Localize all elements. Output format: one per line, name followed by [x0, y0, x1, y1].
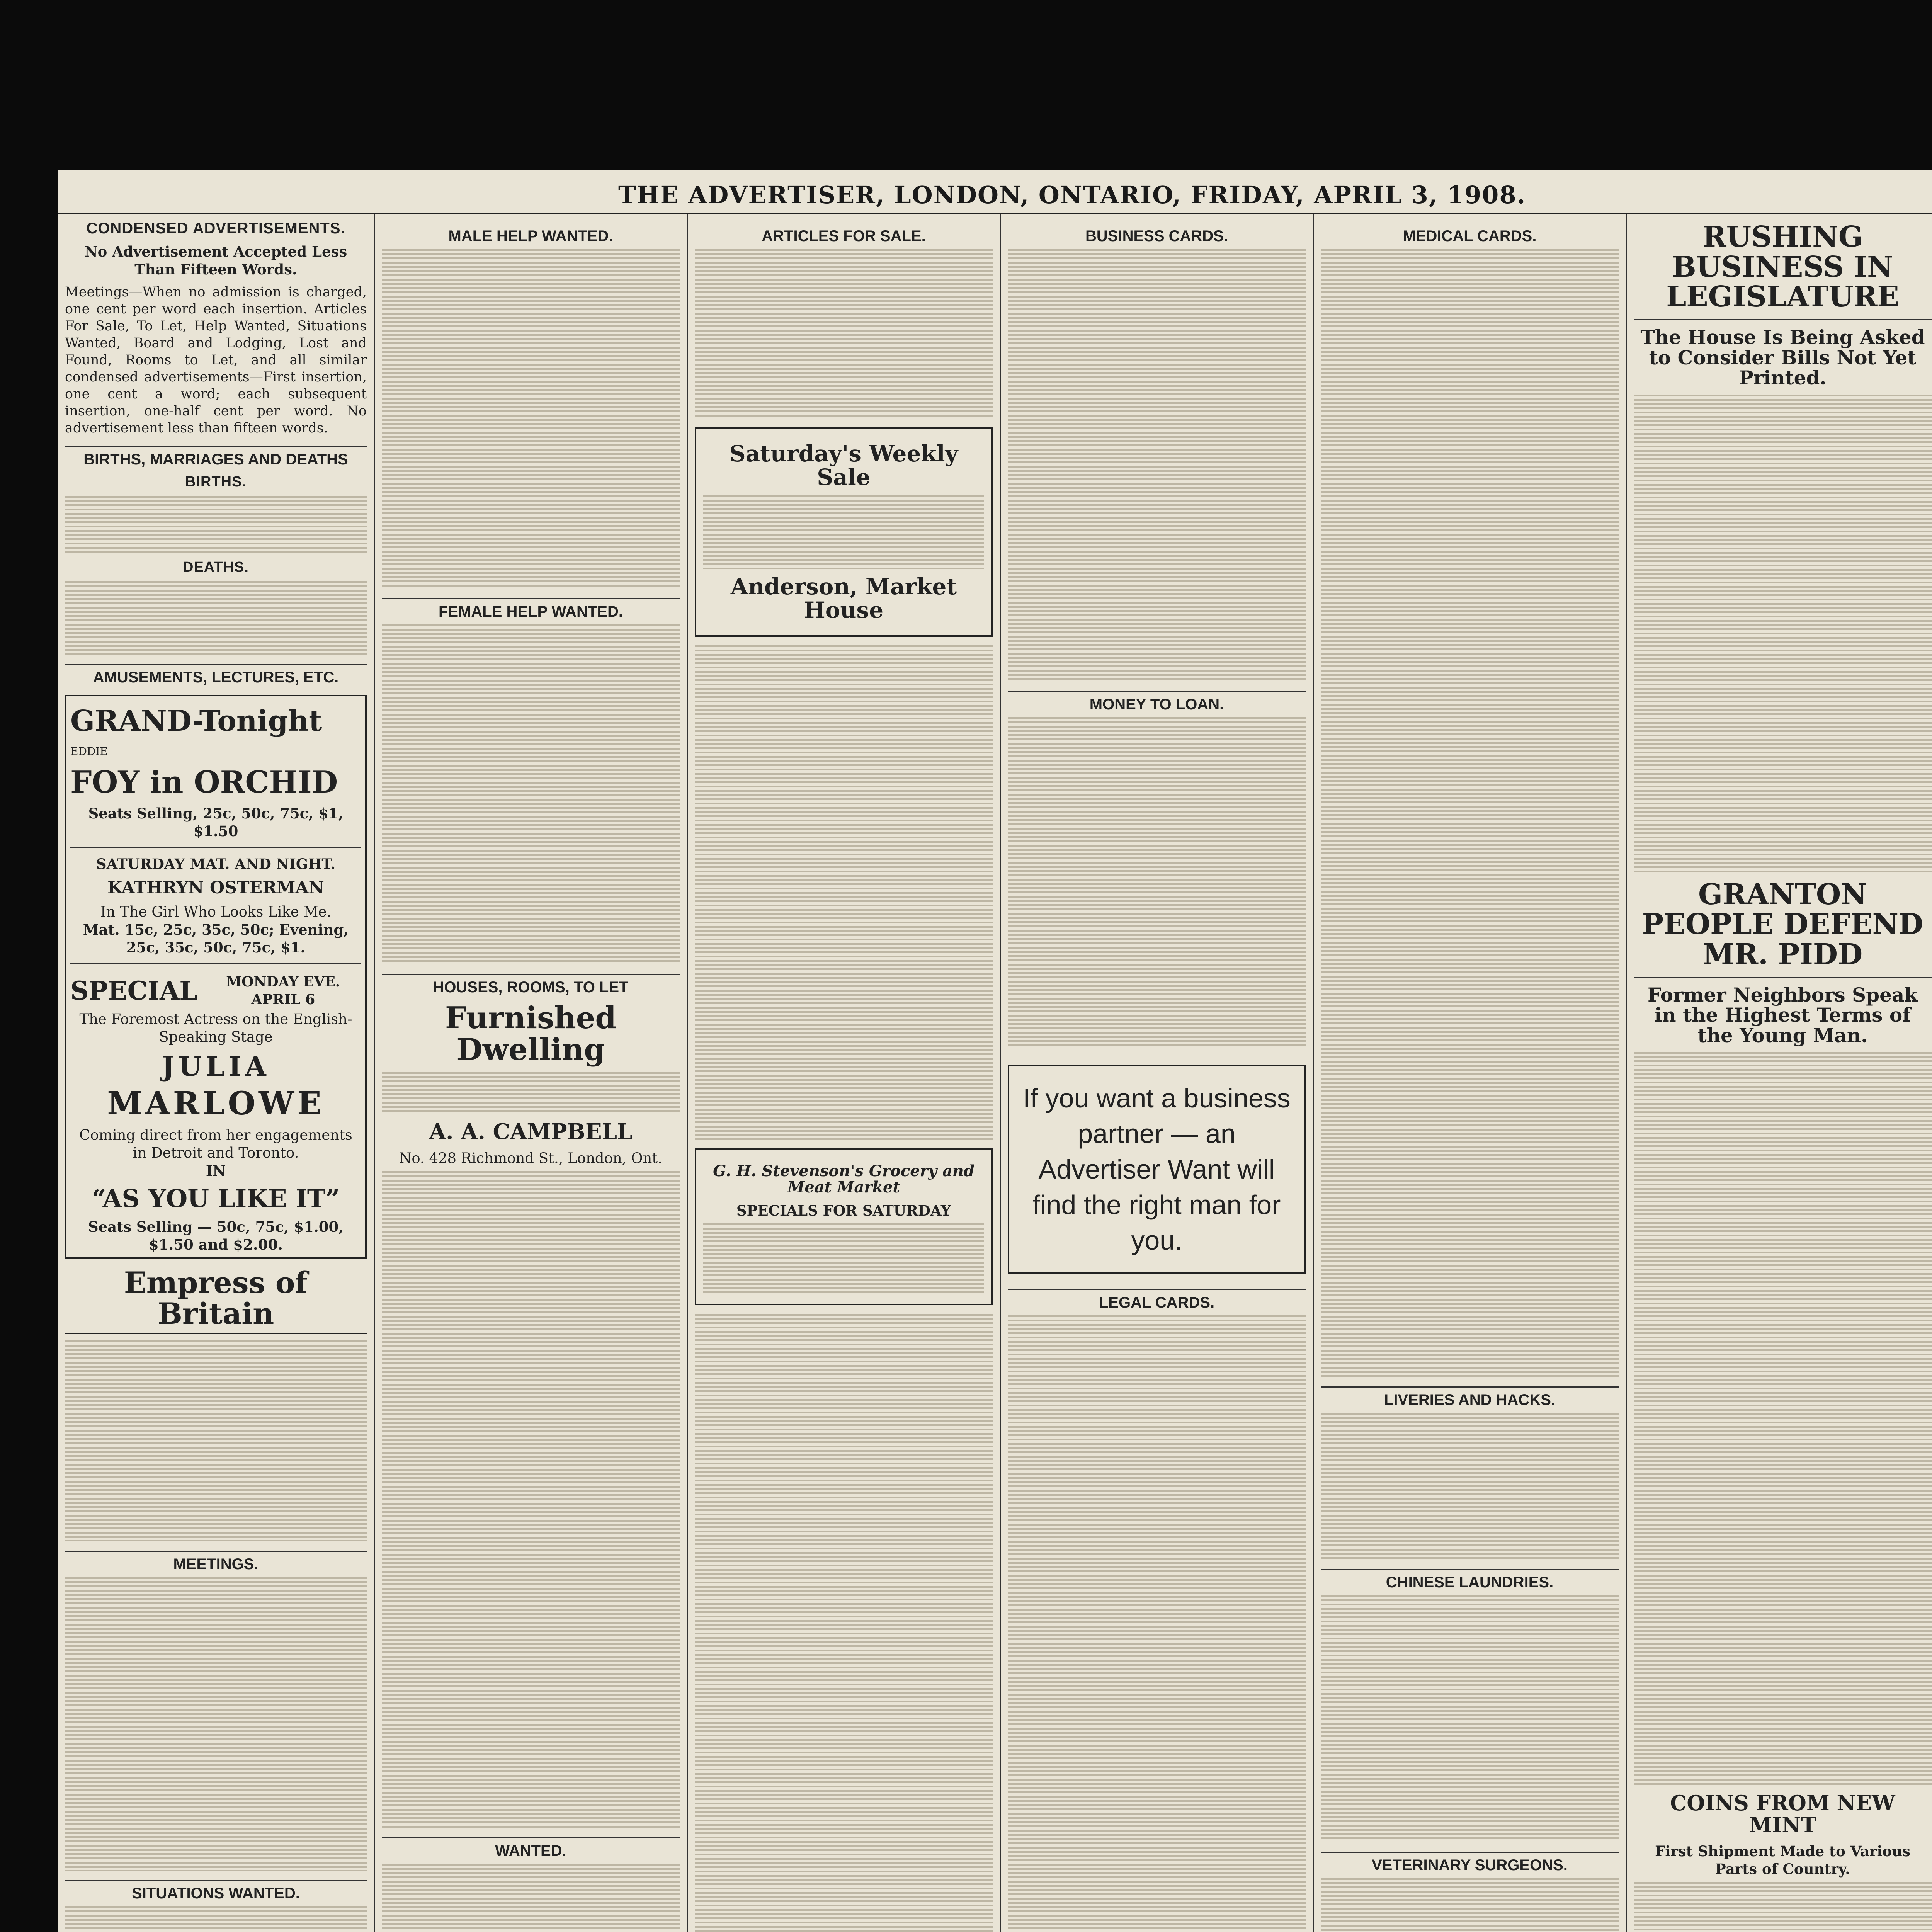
campbell-name: A. A. CAMPBELL	[429, 1119, 633, 1145]
text-block	[1321, 1595, 1619, 1842]
masthead	[58, 170, 1932, 214]
text-block	[65, 581, 367, 655]
deaths-header: DEATHS.	[183, 559, 249, 575]
business-cards-header: BUSINESS CARDS.	[1085, 228, 1228, 245]
grand-ad	[65, 695, 367, 1259]
column-business-cards	[1001, 214, 1314, 1932]
coins-headline: COINS FROM NEW MINT	[1670, 1791, 1895, 1837]
text-block	[1008, 717, 1306, 1049]
text-block	[1008, 249, 1306, 682]
grand-foy: FOY in ORCHID	[70, 764, 338, 800]
as-you-seats: Seats Selling — 50c, 75c, $1.00, $1.50 and $2.00.	[88, 1218, 344, 1253]
saturday-sale-title: Saturday's Weekly Sale	[729, 440, 958, 490]
births-header: BIRTHS.	[185, 474, 247, 490]
text-block	[382, 624, 680, 964]
rates-text: Meetings—When no admission is charged, one cent per word each insertion. Articles For Sale, To Let, Help Wanted, Situations Wanted, Board and Lodging, Lost and Found, Rooms to Let, and all similar condensed advertisements—First insertion, one cent a word; each subsequent insertion, one-half cent per word. No advertisement less than fifteen words.	[65, 284, 367, 436]
in-label: IN	[206, 1162, 226, 1179]
text-block	[1321, 1878, 1619, 1932]
text-block	[65, 1906, 367, 1932]
specials-label: SPECIALS FOR SATURDAY	[736, 1202, 951, 1219]
grand-title: GRAND-Tonight	[70, 704, 322, 738]
special-label: SPECIAL	[70, 975, 197, 1006]
column-condensed-ads	[58, 214, 375, 1932]
rushing-headline: RUSHING BUSINESS IN LEGISLATURE	[1666, 220, 1899, 314]
text-block	[65, 1577, 367, 1871]
text-block	[1634, 1052, 1932, 1786]
monday-date: MONDAY EVE. APRIL 6	[226, 974, 340, 1008]
text-block	[65, 496, 367, 554]
rushing-subhead: The House Is Being Asked to Consider Bills Not Yet Printed.	[1640, 326, 1925, 389]
column-news	[1627, 214, 1932, 1932]
female-help-header: FEMALE HELP WANTED.	[382, 598, 680, 621]
veterinary-header: VETERINARY SURGEONS.	[1321, 1852, 1619, 1874]
masthead-title: THE ADVERTISER, LONDON, ONTARIO, FRIDAY, APRIL 3, 1908.	[618, 181, 1526, 209]
text-block	[1634, 1882, 1932, 1932]
text-block	[65, 1340, 367, 1541]
want-ad-box	[1008, 1065, 1306, 1274]
granton-subhead: Former Neighbors Speak in the Highest Terms of the Young Man.	[1648, 983, 1918, 1047]
text-block	[1321, 249, 1619, 1377]
text-block	[695, 645, 993, 1140]
male-help-header: MALE HELP WANTED.	[448, 228, 613, 245]
grand-eddie: EDDIE	[70, 745, 108, 758]
bmd-header: BIRTHS, MARRIAGES AND DEATHS	[65, 446, 367, 468]
foremost-text: The Foremost Actress on the English-Speaking Stage	[79, 1011, 352, 1046]
marlowe: MARLOWE	[107, 1085, 325, 1122]
anderson-market: Anderson, Market House	[730, 573, 957, 623]
amusements-header: AMUSEMENTS, LECTURES, ETC.	[65, 664, 367, 686]
text-block	[382, 1171, 680, 1828]
wanted-header: WANTED.	[382, 1837, 680, 1860]
text-block	[695, 249, 993, 419]
empress-title: Empress of Britain	[65, 1267, 367, 1335]
text-block	[382, 1864, 680, 1932]
stevenson-title: G. H. Stevenson's Grocery and Meat Market	[713, 1162, 975, 1196]
houses-header: HOUSES, ROOMS, TO LET	[382, 974, 680, 996]
kathryn-osterman: KATHRYN OSTERMAN	[107, 878, 324, 898]
medical-header: MEDICAL CARDS.	[1403, 228, 1537, 245]
newspaper-page	[58, 170, 1932, 1932]
text-block	[703, 495, 984, 569]
no-advertisement-note: No Advertisement Accepted Less Than Fifteen Words.	[84, 243, 347, 278]
condensed-header: CONDENSED ADVERTISEMENTS.	[86, 220, 345, 237]
campbell-address: No. 428 Richmond St., London, Ont.	[399, 1150, 663, 1167]
as-you-like-it: “AS YOU LIKE IT”	[92, 1184, 340, 1213]
legal-header: LEGAL CARDS.	[1008, 1289, 1306, 1311]
sat-mat: SATURDAY MAT. AND NIGHT.	[96, 855, 336, 872]
saturday-sale-ad	[695, 427, 993, 637]
liveries-header: LIVERIES AND HACKS.	[1321, 1386, 1619, 1409]
column-medical-cards	[1314, 214, 1627, 1932]
coins-subhead: First Shipment Made to Various Parts of Country.	[1655, 1842, 1910, 1878]
column-articles-for-sale	[688, 214, 1001, 1932]
text-block	[703, 1223, 984, 1293]
grand-seats: Seats Selling, 25c, 50c, 75c, $1, $1.50	[88, 804, 344, 840]
money-header: MONEY TO LOAN.	[1008, 691, 1306, 713]
text-block	[382, 249, 680, 589]
julia: JULIA	[162, 1050, 270, 1083]
column-help-wanted	[375, 214, 688, 1932]
granton-headline: GRANTON PEOPLE DEFEND MR. PIDD	[1642, 878, 1923, 971]
girl-title: In The Girl Who Looks Like Me.	[100, 903, 332, 920]
girl-prices: Mat. 15c, 25c, 35c, 50c; Evening, 25c, 35c, 50c, 75c, $1.	[83, 921, 349, 956]
situations-header: SITUATIONS WANTED.	[65, 1880, 367, 1902]
coming-text: Coming direct from her engagements in Detroit and Toronto.	[79, 1126, 352, 1161]
want-ad-text: If you want a business partner — an Advertiser Want will find the right man for you.	[1023, 1083, 1291, 1255]
text-block	[1008, 1315, 1306, 1932]
chinese-header: CHINESE LAUNDRIES.	[1321, 1569, 1619, 1591]
text-block	[695, 1314, 993, 1932]
articles-header: ARTICLES FOR SALE.	[762, 228, 926, 245]
meetings-header: MEETINGS.	[65, 1551, 367, 1573]
furnished-dwelling: Furnished Dwelling	[445, 1000, 616, 1067]
stevenson-ad	[695, 1148, 993, 1305]
text-block	[1634, 395, 1932, 874]
text-block	[382, 1072, 680, 1114]
text-block	[1321, 1413, 1619, 1560]
